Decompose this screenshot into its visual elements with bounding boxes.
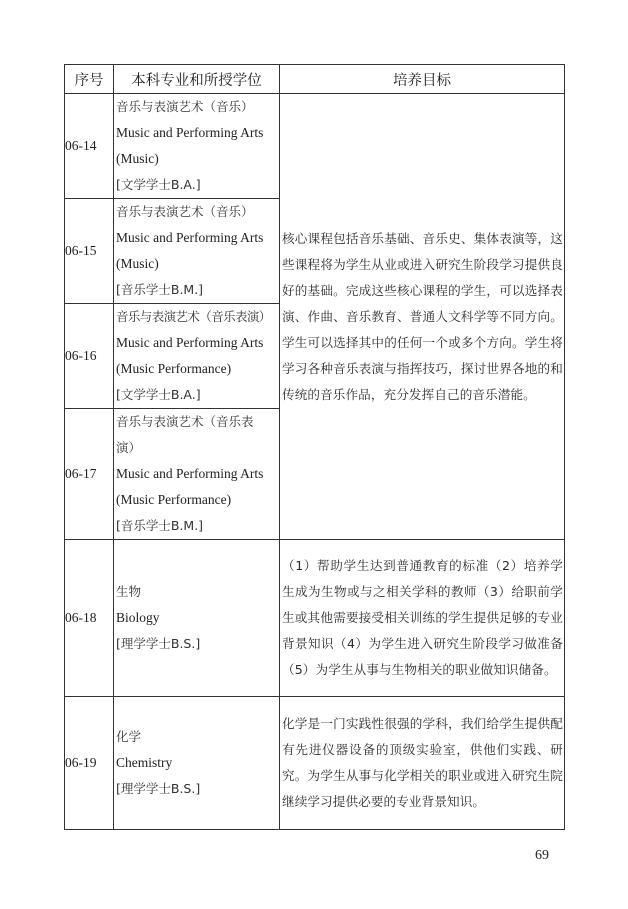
goal-text: 化学是一门实践性很强的学科，我们给学生提供配有先进仪器设备的顶级实验室，供他们实践、研究。为学生从事与化学相关的职业或进入研究生院继续学习提供必要的专业背景知识。 <box>282 716 563 809</box>
major-name-cn: 生物 <box>116 584 142 599</box>
degree-label: [音乐学士B.M.] <box>116 518 204 533</box>
chemistry-goal-cell <box>280 697 565 830</box>
row-number: 06-15 <box>65 199 114 304</box>
major-name-en: Music and Performing Arts <box>116 230 264 245</box>
table-row <box>65 540 565 697</box>
row-number: 06-14 <box>65 94 114 199</box>
major-concentration-en: (Music) <box>116 256 159 271</box>
row-number: 06-19 <box>65 697 114 830</box>
page-number: 69 <box>535 848 549 863</box>
degree-label: [文学学士B.A.] <box>116 387 201 402</box>
major-name-en: Music and Performing Arts <box>116 125 264 140</box>
header-number: 序号 <box>65 65 114 94</box>
degree-label: [文学学士B.A.] <box>116 177 201 192</box>
row-number: 06-18 <box>65 540 114 697</box>
row-number: 06-16 <box>65 304 114 409</box>
major-name-cn: 音乐与表演艺术（音乐表演） <box>116 309 271 324</box>
major-name-cn: 音乐与表演艺术（音乐表 <box>116 414 254 429</box>
table-header-row <box>65 65 565 94</box>
major-name-en: Biology <box>116 610 160 625</box>
table-row <box>65 697 565 830</box>
table-row <box>65 94 565 199</box>
major-name-cn-continued: 演） <box>116 440 142 455</box>
degree-label: [音乐学士B.M.] <box>116 282 204 297</box>
biology-goal-cell <box>280 540 565 697</box>
degree-label: [理学学士B.S.] <box>116 781 201 796</box>
major-name-cn: 音乐与表演艺术（音乐） <box>116 204 254 219</box>
major-cell <box>114 540 280 697</box>
major-concentration-en: (Music) <box>116 151 159 166</box>
major-name-cn: 化学 <box>116 729 142 744</box>
major-concentration-en: (Music Performance) <box>116 361 232 376</box>
major-name-cn: 音乐与表演艺术（音乐） <box>116 99 254 114</box>
row-number: 06-17 <box>65 409 114 540</box>
major-name-en: Music and Performing Arts <box>116 335 264 350</box>
major-concentration-en: (Music Performance) <box>116 492 232 507</box>
major-cell <box>114 409 280 540</box>
major-cell <box>114 199 280 304</box>
music-goal-cell <box>280 94 565 540</box>
goal-text: 核心课程包括音乐基础、音乐史、集体表演等，这些课程将为学生从业或进入研究生阶段学习提供良好的基础。完成这些核心课程的学生，可以选择表演、作曲、音乐教育、普通人文科学等不同方向。学生可以选择其中的任何一个或多个方向。学生将学习各种音乐表演与指挥技巧，探讨世界各地的和传统的音乐作品，充分发挥自己的音乐潜能。 <box>282 230 563 402</box>
majors-table <box>64 64 565 830</box>
major-cell <box>114 304 280 409</box>
major-cell <box>114 697 280 830</box>
major-name-en: Music and Performing Arts <box>116 466 264 481</box>
major-cell <box>114 94 280 199</box>
header-major: 本科专业和所授学位 <box>114 65 280 94</box>
goal-text: （1）帮助学生达到普通教育的标准（2）培养学生成为生物或与之相关学科的教师（3）给职前学生或其他需要接受相关训练的学生提供足够的专业背景知识（4）为学生进入研究生阶段学习做准备（5）为学生从事与生物相关的职业做知识储备。 <box>282 558 563 677</box>
major-name-en: Chemistry <box>116 755 173 770</box>
header-goal: 培养目标 <box>280 65 565 94</box>
degree-label: [理学学士B.S.] <box>116 636 201 651</box>
